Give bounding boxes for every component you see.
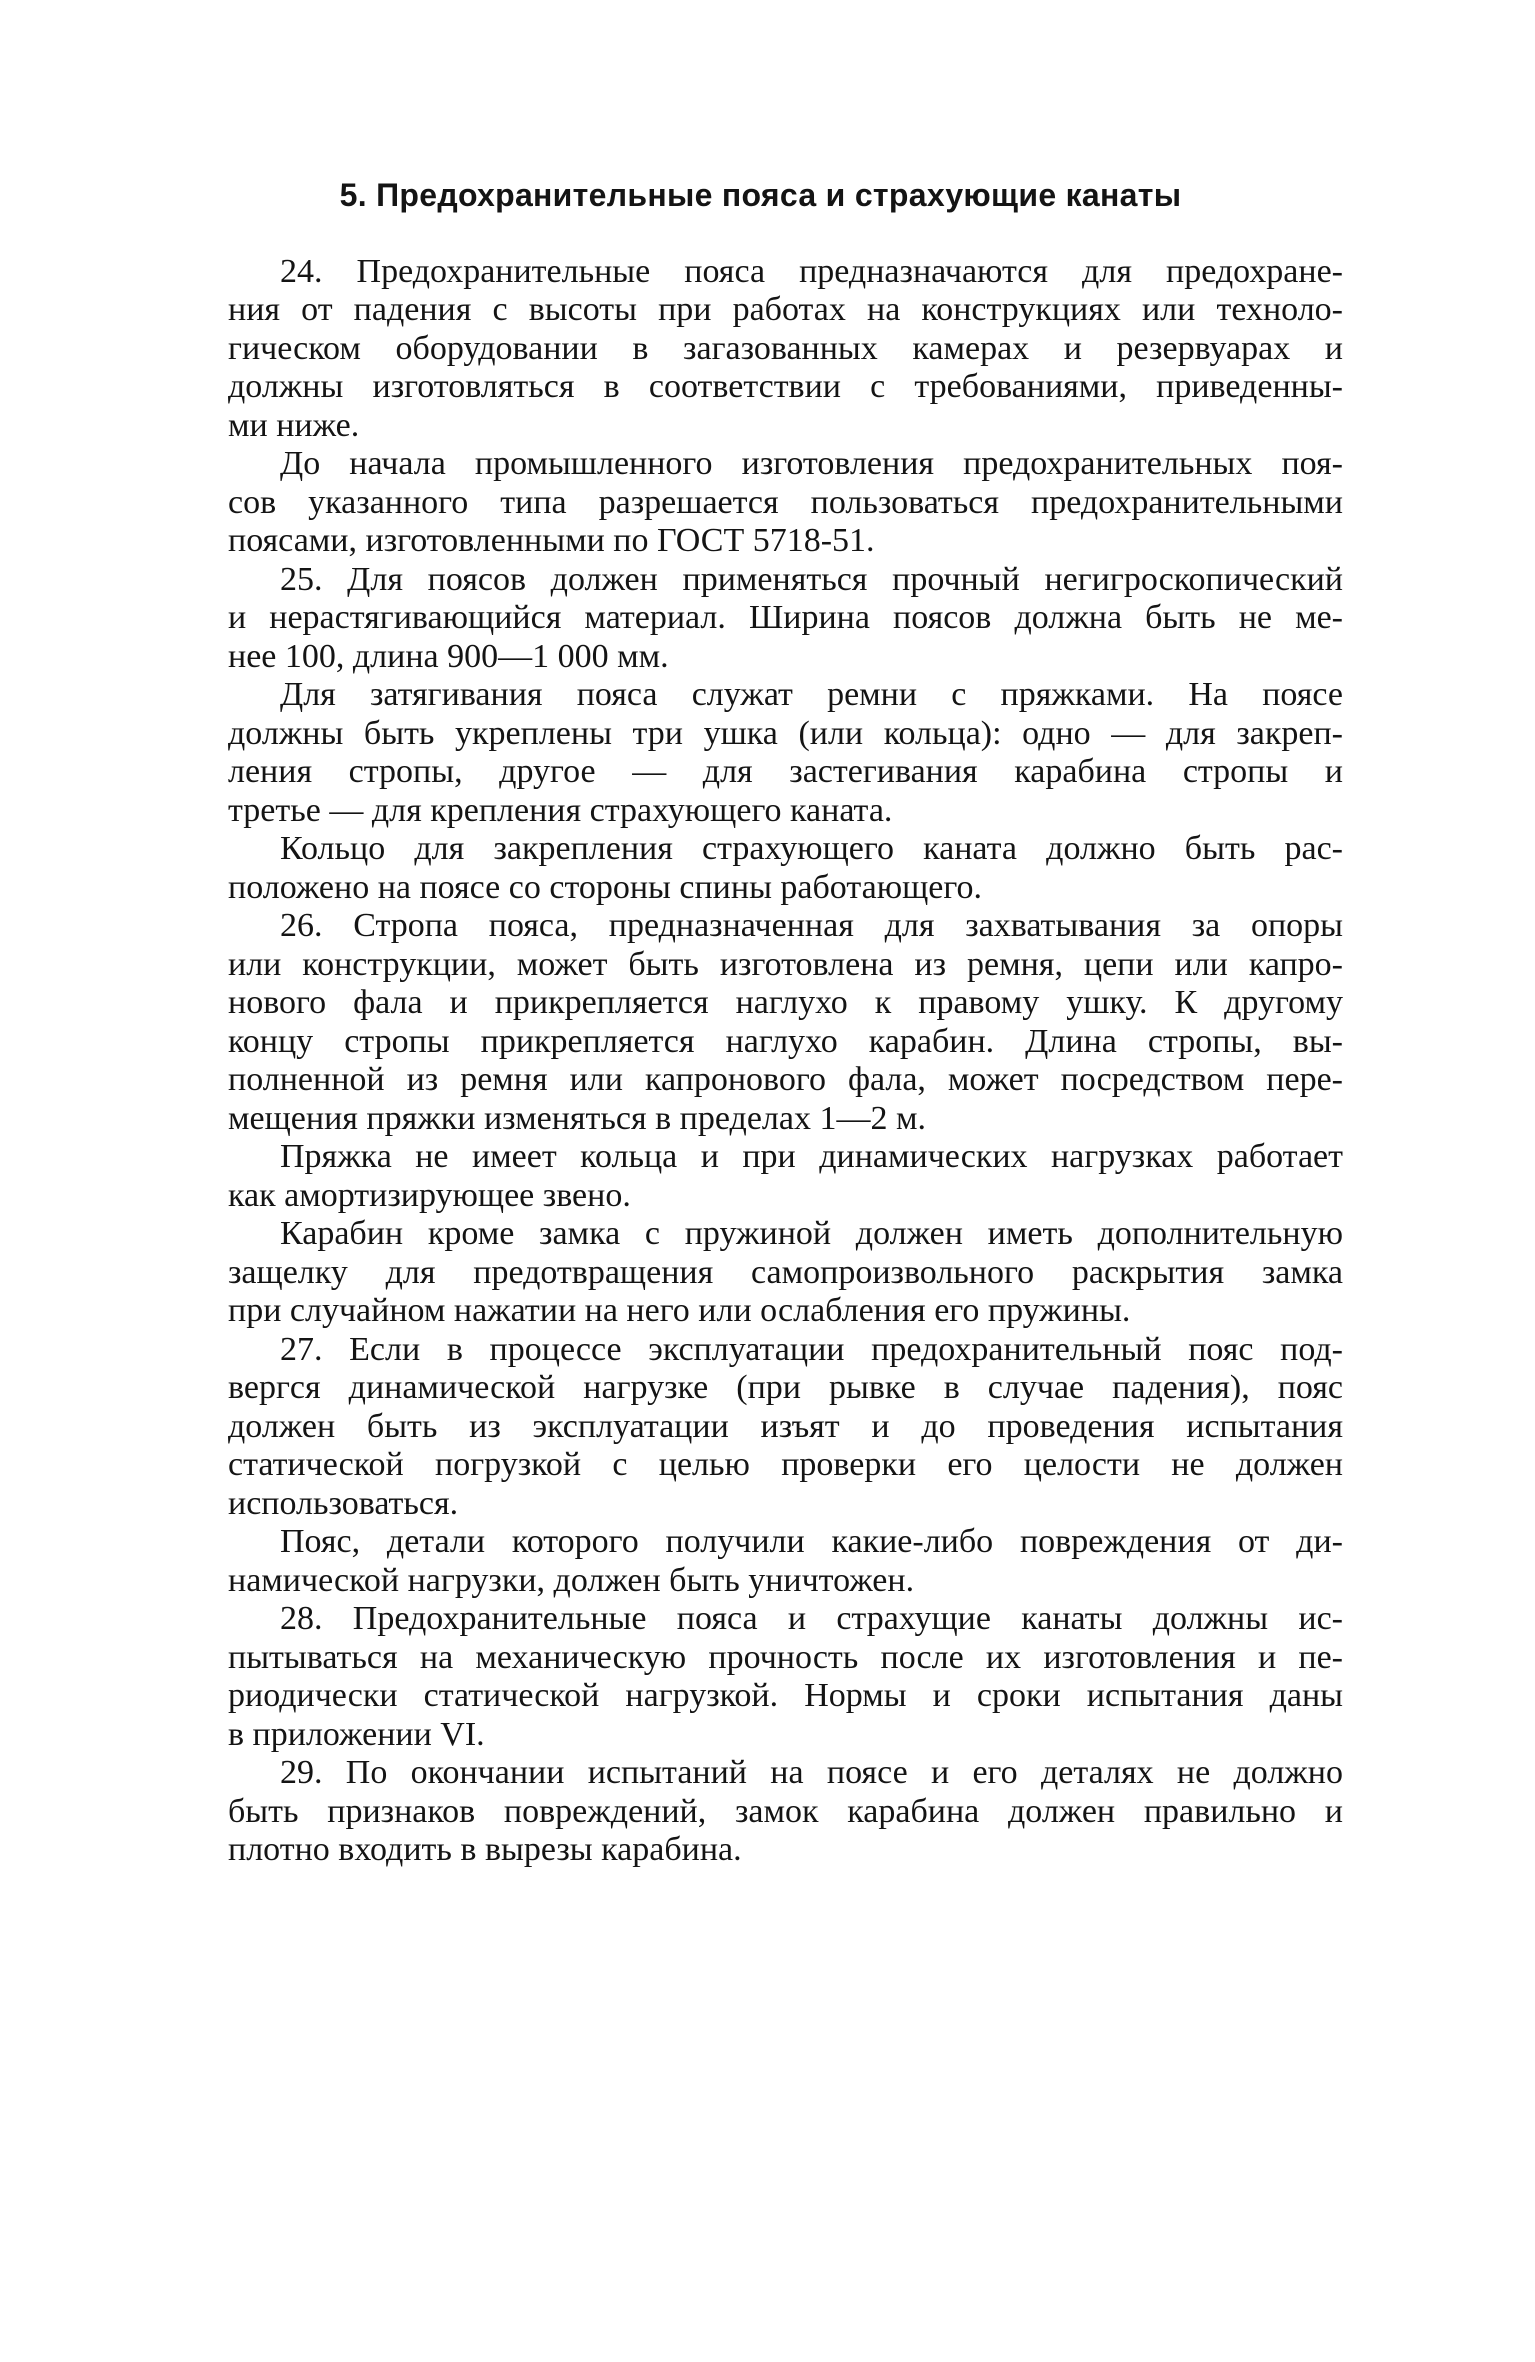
body-text (178, 253, 1343, 1870)
paragraph (178, 1138, 1343, 1215)
text-line: Для затягивания пояса служат ремни с пряжками. На поясе (280, 676, 1343, 713)
text-line: в приложении VI. (228, 1715, 485, 1753)
text-line: третье — для крепления страхующего каната. (228, 791, 893, 829)
text-line: нового фала и прикрепляется наглухо к правому ушку. К другому (228, 984, 1343, 1021)
text-line: должны быть укреплены три ушка (или кольца): одно — для закреп- (228, 714, 1343, 752)
paragraph (178, 676, 1343, 830)
text-line: статической погрузкой с целью проверки его целости не должен (228, 1446, 1343, 1483)
text-line: 24. Предохранительные пояса предназначаются для предохране- (280, 252, 1343, 290)
text-line: 29. По окончании испытаний на поясе и его деталях не должно (280, 1754, 1343, 1791)
text-line: положено на поясе со стороны спины работающего. (228, 868, 982, 906)
paragraph (178, 253, 1343, 446)
text-line: гическом оборудовании в загазованных камерах и резервуарах и (228, 329, 1343, 367)
text-line: быть признаков повреждений, замок карабина должен правильно и (228, 1792, 1343, 1830)
text-line: 27. Если в процессе эксплуатации предохранительный пояс под- (280, 1330, 1343, 1368)
text-line: концу стропы прикрепляется наглухо карабин. Длина стропы, вы- (228, 1022, 1343, 1060)
text-line: должен быть из эксплуатации изъят и до проведения испытания (228, 1407, 1343, 1445)
text-line: при случайном нажатии на него или ослабления его пружины. (228, 1292, 1131, 1329)
text-line: намической нагрузки, должен быть уничтожен. (228, 1561, 915, 1599)
text-line: должны изготовляться в соответствии с требованиями, приведенны- (228, 368, 1343, 405)
paragraph (178, 445, 1343, 561)
text-line: ния от падения с высоты при работах на конструкциях или техноло- (228, 291, 1343, 328)
paragraph (178, 1754, 1343, 1870)
text-line: защелку для предотвращения самопроизвольного раскрытия замка (228, 1253, 1343, 1291)
text-line: риодически статической нагрузкой. Нормы и сроки испытания даны (228, 1677, 1343, 1714)
text-line: плотно входить в вырезы карабина. (228, 1831, 742, 1868)
paragraph (178, 830, 1343, 907)
text-line: нее 100, длина 900—1 000 мм. (228, 637, 669, 675)
text-line: Карабин кроме замка с пружиной должен иметь дополнительную (280, 1215, 1343, 1252)
text-line: Пряжка не имеет кольца и при динамических нагрузках работает (280, 1138, 1343, 1175)
text-line: ми ниже. (228, 406, 360, 444)
paragraph (178, 561, 1343, 677)
text-line: 25. Для поясов должен применяться прочный негигроскопический (280, 560, 1343, 598)
text-line: вергся динамической нагрузке (при рывке в случае падения), пояс (228, 1369, 1343, 1406)
paragraph (178, 1331, 1343, 1524)
section-heading: 5. Предохранительные пояса и страхующие канаты (339, 177, 1182, 213)
document-page (178, 176, 1343, 1870)
text-line: или конструкции, может быть изготовлена из ремня, цепи или капро- (228, 945, 1343, 983)
text-line: сов указанного типа разрешается пользоваться предохранительными (228, 483, 1343, 521)
text-line: 28. Предохранительные пояса и страхущие канаты должны ис- (280, 1600, 1343, 1637)
text-line: Кольцо для закрепления страхующего каната должно быть рас- (280, 830, 1343, 867)
text-line: пытываться на механическую прочность после их изготовления и пе- (228, 1638, 1343, 1676)
text-line: полненной из ремня или капронового фала, может посредством пере- (228, 1061, 1343, 1098)
paragraph (178, 1600, 1343, 1754)
text-line: мещения пряжки изменяться в пределах 1—2 м. (228, 1099, 926, 1137)
text-line: и нерастягивающийся материал. Ширина поясов должна быть не ме- (228, 599, 1343, 636)
text-line: До начала промышленного изготовления предохранительных поя- (280, 445, 1343, 482)
text-line: поясами, изготовленными по ГОСТ 5718-51. (228, 522, 875, 559)
paragraph (178, 1523, 1343, 1600)
paragraph (178, 1215, 1343, 1331)
text-line: 26. Стропа пояса, предназначенная для захватывания за опоры (280, 907, 1343, 944)
text-line: использоваться. (228, 1484, 459, 1522)
text-line: Пояс, детали которого получили какие-либо повреждения от ди- (280, 1523, 1343, 1560)
text-line: как амортизирующее звено. (228, 1176, 631, 1214)
paragraph (178, 907, 1343, 1138)
text-line: ления стропы, другое — для застегивания карабина стропы и (228, 753, 1343, 790)
